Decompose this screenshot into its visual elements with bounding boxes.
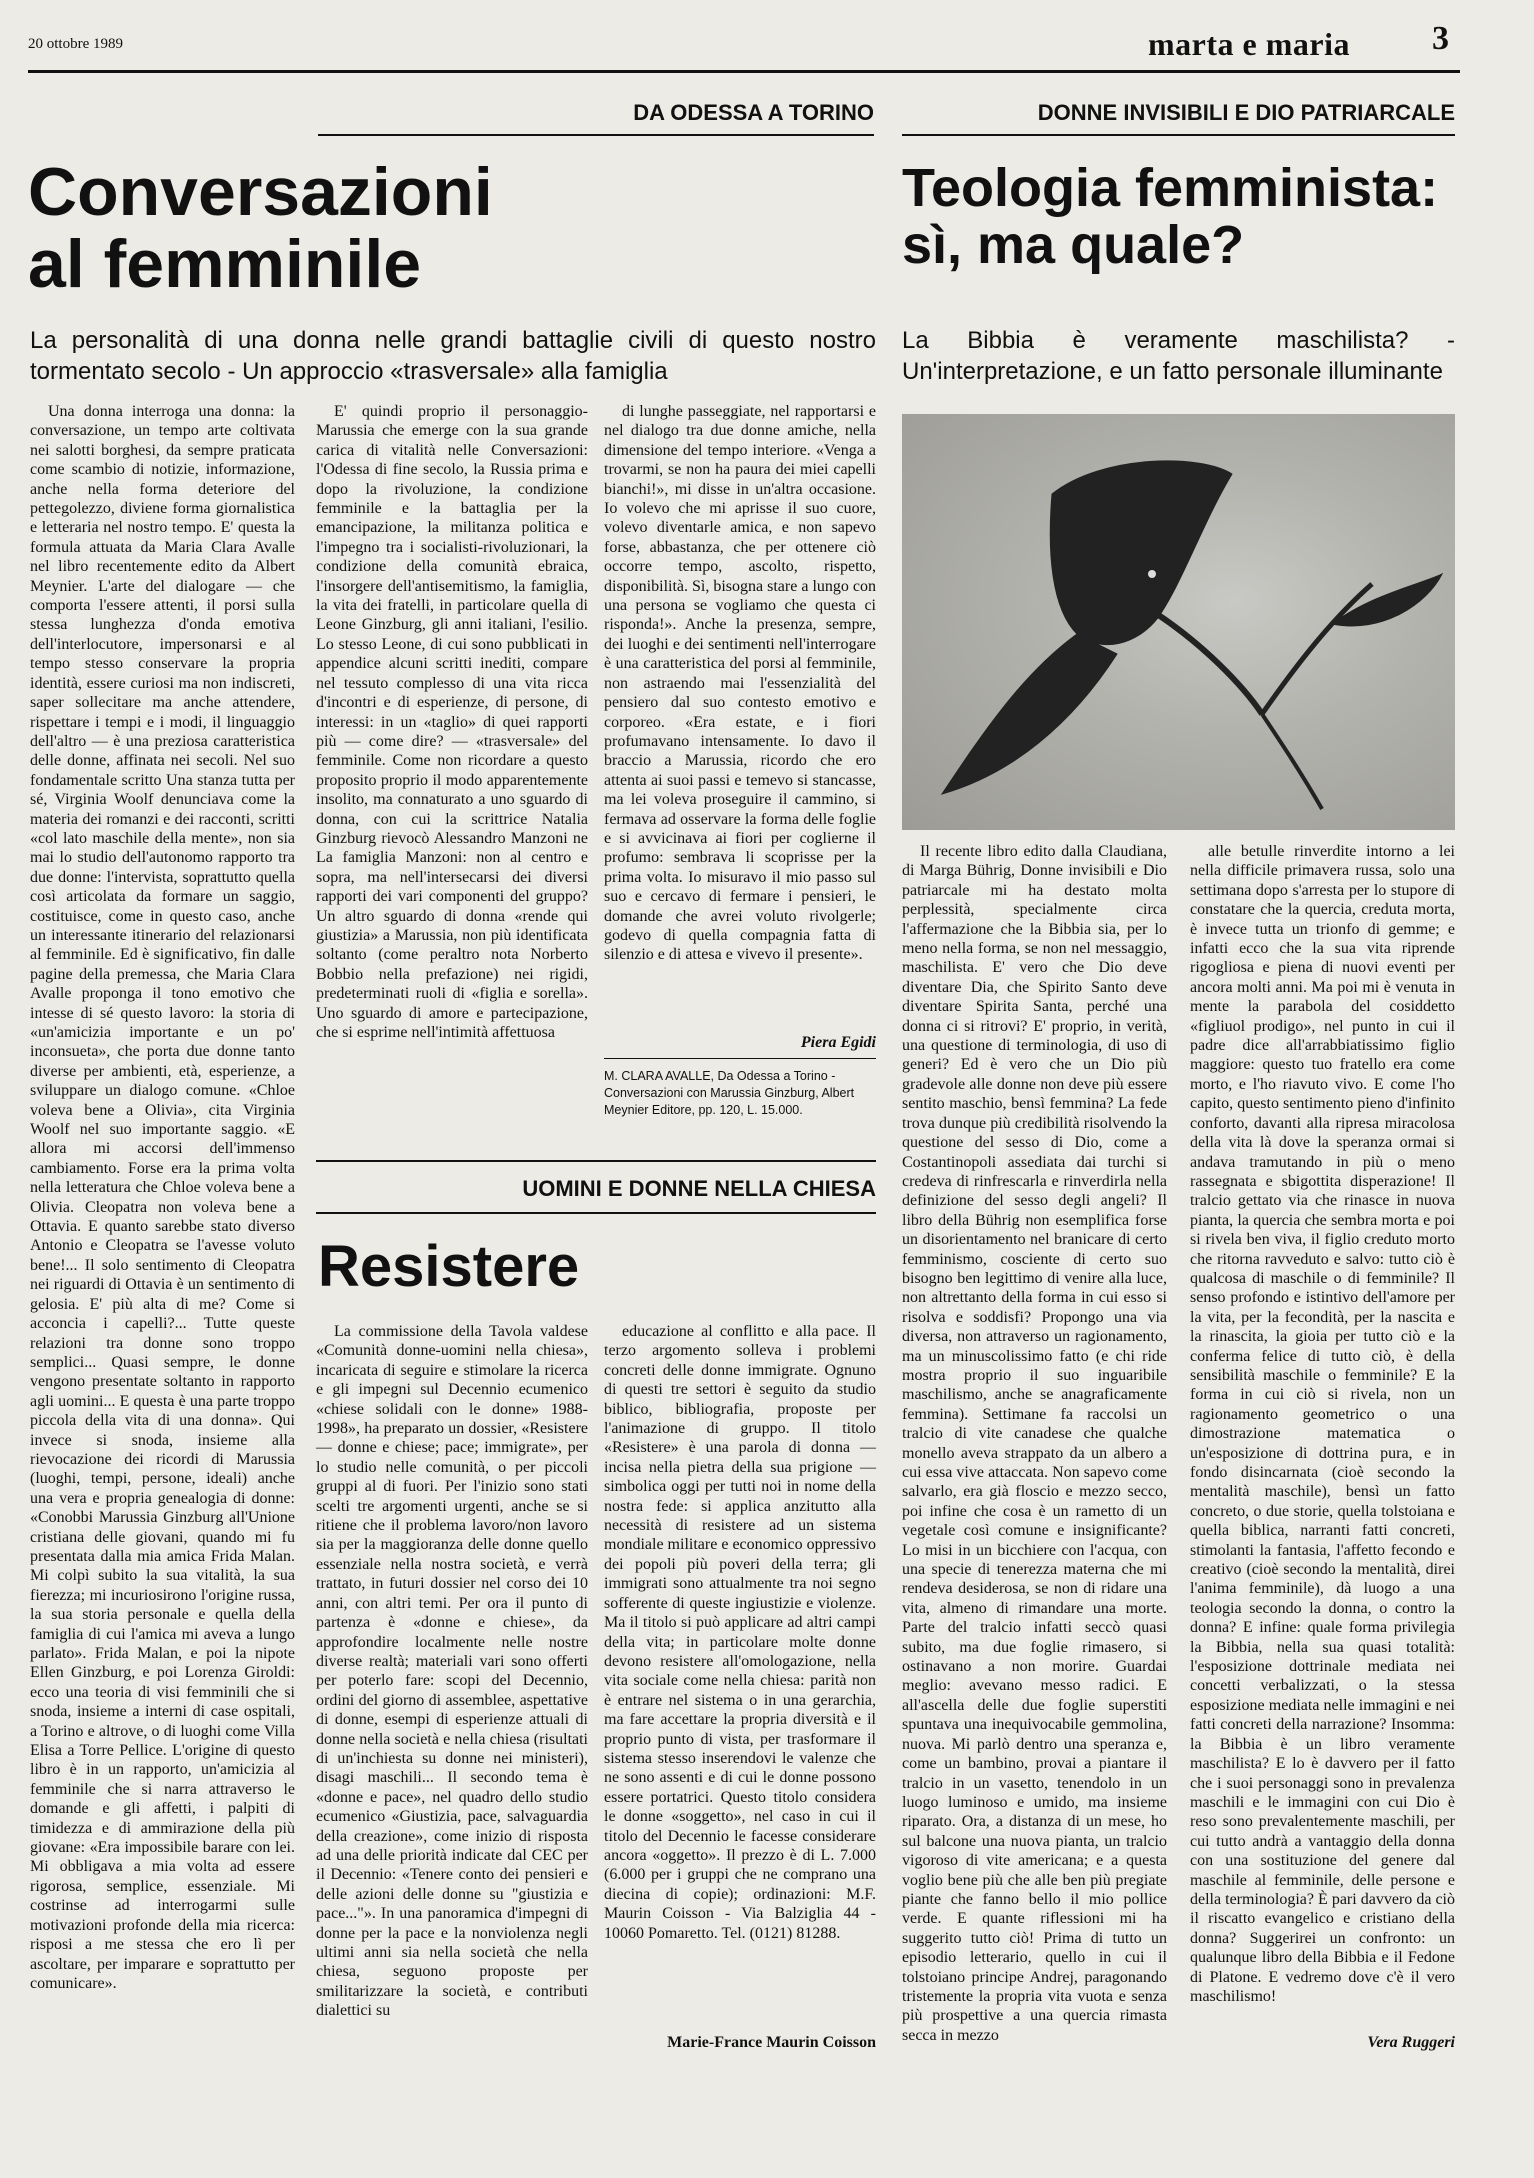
middle-column-1-text: La commissione della Tavola valdese «Comunità donne-uomini nella chiesa», incaricata di seguire e stimolare la ricerca e gli impegni sul Decennio ecumenico «chiese solidali con le donne» 1988-1998», ha preparato un dossier, «Resistere — donne e chiese; pace; immigrate», per lo studio nelle comunità, o per piccoli gruppi al di fuori. Per l'inizio sono stati scelti tre argomenti urgenti, anche se si ritiene che il problema lavoro/non lavoro sia per la maggioranza delle donne quello essenziale nella nostra società, e verrà trattato, in futuri dossier nel corso dei 10 anni, con altri temi. Per ora il punto di partenza è «donne e chiese», da approfondire localmente nelle nostre diverse realtà; materiali vari sono offerti per poterlo fare: scopi del Decennio, ordini del giorno di assemblee, aspettative di donne, esempi di esperienze attuali di donne nella società e nella chiesa (risultati di un'inchiesta su donne nei ministeri), disagi maschili... Il secondo tema è «donne e pace», nel quadro dello studio ecumenico «Giustizia, pace, salvaguardia della creazione», come inizio di risposta ad una delle priorità indicate dal CEC per il Decennio: «Tenere conto dei pensieri e delle azioni delle donne su "giustizia e pace..."». In una panoramica d'impegni di donne per la pace e la nonviolenza negli ultimi anni sia nella società che nella chiesa, seguono proposte per smilitarizzare la società, e contributi dialettici su (316, 1323, 588, 2020)
right-headline-line-2: sì, ma quale? (902, 215, 1245, 276)
left-column-1-text: Una donna interroga una donna: la conversazione, un tempo arte coltivata nei salotti borghesi, da sempre praticata come scambio di notizie, informazione, anche nella forma deteriore del pettegolezzo, diviene forma giornalistica e letteraria nel nostro tempo. E' questa la formula attuata da Maria Clara Avalle nel libro recentemente edito da Albert Meynier. L'arte del dialogare — che comporta l'essere attenti, il porsi sulla stessa lunghezza d'onda emotiva dell'interlocutore, impersonarsi e al tempo stesso conservare la propria identità, essere curiosi ma non indiscreti, saper sollecitare ma anche attendere, rispettare i tempi e i modi, il linguaggio dell'altro — è una preziosa caratteristica delle donne, affinata nei secoli. Nel suo fondamentale scritto Una stanza tutta per sé, Virginia Woolf denunciava come la materia dei romanzi e dei racconti, scritti «col lato maschile della mente», non sia mai lo studio dell'autonomo rapporto tra due donne: l'intervista, soprattutto quella così articolata da formare un saggio, costituisce, come in questo caso, anche un interessante itinerario del relazionarsi al femminile. Ed è significativo, fin dalle pagine della premessa, che Maria Clara Avalle proponga il tono emotivo che intesse di sé questo lavoro: la storia di «un'amicizia importante e un po' inconsueta», che porta due donne tanto diverse per ambienti, età, esperienze, a sviluppare un dialogo comune. «Chloe voleva bene a Olivia», cita Virginia Woolf nel suo importante saggio. «E allora mi accorsi dell'immenso cambiamento. Forse era la prima volta nella letteratura che Chloe voleva bene a Olivia. Cleopatra non voleva bene a Ottavia. E quanto sarebbe stato diverso Antonio e Cleopatra se l'avesse voluto bene!... Il solo sentimento di Cleopatra nei riguardi di Ottavia è un sentimento di gelosia. E' più alta di me? Come si acconcia i capelli?... Tutte queste relazioni tra donne sono troppo semplici... Quasi sempre, le donne vengono presentate soltanto in rapporto agli uomini... E questa è una parte troppo piccola della vita di una donna». Qui invece si snoda, insieme alla rievocazione dei ricordi di Marussia (luoghi, tempi, persone, ideali) anche una vera e propria genealogia di donne: «Conobbi Marussia Ginzburg all'Unione cristiana delle giovani, quando mi fu presentata dalla mia amica Frida Malan. Mi colpì subito la sua vitalità, la sua fierezza; mi incuriosirono l'origine russa, la sua storia personale e quella della famiglia di cui l'amica mi aveva a lungo parlato». Frida Malan, e poi la nipote Ellen Ginzburg, e poi Lorenza Giroldi: ecco una teoria di visi femminili che si snoda, insieme a interni di case ospitali, a Torino e altrove, o di luoghi come Villa Elisa a Torre Pellice. L'origine di questo libro è in un rapporto, un'amicizia al femminile che si narra attraverso le domande e gli affetti, i palpiti di timidezza e di ammirazione della più giovane: «Era impossibile barare con lei. Mi obbligava a mia volta ad essere rigorosa, semplice, essenziale. Mi costrinse ad interrogarmi sulle motivazioni profonde della mia ricerca: risposi a me stessa che ero lì per ascoltare, per imparare e soprattutto per comunicare». (30, 403, 295, 1992)
middle-kicker-rule (316, 1212, 876, 1214)
vine-photo (902, 414, 1455, 830)
middle-column-2 (604, 1322, 876, 2022)
left-signature: Piera Egidi (800, 1034, 876, 1051)
vine-illustration (902, 414, 1455, 830)
right-column-1 (902, 842, 1167, 2044)
right-kicker: DONNE INVISIBILI E DIO PATRIARCALE (902, 100, 1455, 136)
vine-leaf-shape (1050, 461, 1232, 645)
middle-signature: Marie-France Maurin Coisson (667, 2034, 876, 2051)
book-note: M. CLARA AVALLE, Da Odessa a Torino - Conversazioni con Marussia Ginzburg, Albert Meynier Editore, pp. 120, L. 15.000. (604, 1069, 855, 1117)
left-column-1 (30, 402, 295, 2002)
left-headline-line-1: Conversazioni (28, 154, 493, 230)
right-deck: La Bibbia è veramente maschilista? - Un'interpretazione, e un fatto personale illuminante (902, 327, 1455, 385)
right-headline (902, 160, 1458, 274)
left-kicker: DA ODESSA A TORINO (318, 100, 874, 136)
issue-date: 20 ottobre 1989 (28, 36, 123, 52)
left-column-3 (604, 402, 876, 1042)
vine-side-leaf (1332, 574, 1442, 626)
middle-column-2-text: educazione al conflitto e alla pace. Il terzo argomento solleva i problemi concreti delle donne immigrate. Ognuno di questi tre settori è seguito da studio biblico, bibliografia, proposte per l'animazione di gruppo. Il titolo «Resistere» è una parola di donna — incisa nella pietra della sua prigione — simbolica oggi per tutti noi in nome della nostra fede: si applica anzitutto alla necessità di resistere ad un sistema mondiale militare e economico oppressivo dei popoli più poveri della terra; gli immigrati sono attualmente tra noi segno sofferente di queste ingiustizie e violenze. Ma il titolo si può applicare ad altri campi della vita; in particolare molte donne devono resistere all'omologazione, nella vita sociale come nella chiesa: parità non è entrare nel sistema o in una gerarchia, ma fare accettare la propria diversità e il proprio punto di vista, per trasformare il sistema stesso inserendovi le valenze che ne sono assenti e di cui le donne possono essere portatrici. Questo titolo considera le donne «soggetto», nel caso in cui il titolo del Decennio le facesse considerare ancora «oggetto». Il prezzo è di L. 7.000 (6.000 per i gruppi che ne comprano una diecina di copie); ordinazioni: M.F. Maurin Coisson - Via Balziglia 44 - 10060 Pomaretto. Tel. (0121) 81288. (604, 1323, 876, 1942)
right-column-2 (1190, 842, 1455, 2018)
middle-headline: Resistere (318, 1234, 580, 1299)
left-deck: La personalità di una donna nelle grandi battaglie civili di questo nostro tormentato secolo - Un approccio «trasversale» alla famiglia (30, 327, 876, 385)
vine-lower-stem (1262, 714, 1322, 809)
left-headline (28, 154, 878, 303)
page-number: 3 (1432, 20, 1449, 57)
masthead-title: marta e maria (1148, 26, 1350, 62)
left-column-2 (316, 402, 588, 1192)
left-column-3-text: di lunghe passeggiate, nel rapportarsi e nel dialogo tra due donne amiche, nella dimensione del tempo interiore. «Venga a trovarmi, se non ha paura dei miei capelli bianchi!», mi disse in un'altra occasione. Io volevo che mi aprisse il suo cuore, volevo diventarle amica, e non sapevo forse, abbastanza, che per ottenere ciò occorre tempo, ascolto, rispetto, disponibilità. Sì, bisogna stare a lungo con una persona se vogliamo che questa ci risponda!». Anche la presenza, sempre, dei luoghi e dei sentimenti nell'interrogare è una caratteristica del porsi al femminile, non astraendo mai l'essenzialità del pensiero dal suo contesto emotivo e corporeo. «Era estate, e i fiori profumavano intensamente. Io davo il braccio a Marussia, ricordo che ero attenta ai suoi passi e temevo si stancasse, ma lei voleva proseguire il cammino, si fermava ad osservare la forma delle foglie e si avvicinava ai fiori per coglierne il profumo: sembrava li scoprisse per la prima volta. Io misuravo il mio passo sul suo e cercavo di fermare i pensieri, le domande che avrei voluto rivolgerle; godevo di quella compagnia fatta di silenzio e di attesa e vivevo il presente». (604, 403, 876, 964)
right-column-1-text: Il recente libro edito dalla Claudiana, di Marga Bührig, Donne invisibili e Dio patriarcale mi ha destato molta perplessità, specialmente circa l'affermazione che la Bibbia sia, per lo meno nella forma, se non nel messaggio, maschilista. E' vero che Dio deve diventare Dia, che Spirito Santo deve diventare Spirita Santa, perché una donna ci si ritrovi? E' proprio, in verità, una questione di terminologia, di uso di generi? Ed è vero che un Dio più gradevole alle donne non deve più essere sentito maschio, bensì femmina? La fede trova dunque più credibilità risolvendo la questione del sesso di Dio, come a Costantinopoli assediata dai turchi si credeva di rinfrescarla e rinverdirla nella definizione del sesso degli angeli? Il libro della Bührig non esemplifica forse un disorientamento nel branicare di certo femminismo, cosciente di certo suo bisogno ben legittimo di venire alla luce, non altrettanto della forma in cui esso si risolva e soddisfi? Propongo una via diversa, non attraverso un ragionamento, ma un minuscolissimo fatto (e chi ride mostra proprio il suo inguaribile maschilismo, anche se anagraficamente femmina). Settimane fa raccolsi un tralcio di vite canadese che qualche monello aveva strappato da un albero a cui essa vive attaccata. Non sapevo come salvarlo, era già floscio e mezzo secco, poi infine che cosa è un rametto di un vegetale così comune e insignificante? Lo misi in un bicchiere con l'acqua, con una specie di tenerezza materna che mi rendeva desiderosa, se non di ridare una vita, almeno di rimandare una morte. Parte del tralcio infatti seccò quasi subito, ma due foglie rimasero, si ostinavano a non morire. Guardai meglio: avevano messo radici. E all'ascella delle due foglie superstiti spuntava una inequivocabile gemmolina, nuova. Mi parlò dentro una speranza e, come un bambino, provai a piantare il tralcio in un vasetto, tenendolo in un luogo luminoso e umido, ma insieme riparato. Ora, a distanza di un mese, ho sul balcone una nuova pianta, un tralcio vigoroso di vite americana; e a questa voglio bene più che alle ben più pregiate piante che fanno bello il mio pollice verde. E quante riflessioni mi ha suggerito tutto ciò! Prima di tutto un episodio letterario, quello in cui il tolstoiano principe Andrej, paragonando tristemente la propria vita vuota e senza più prospettive a una quercia rimasta secca in mezzo (902, 843, 1167, 2044)
right-headline-line-1: Teologia femminista: (902, 158, 1439, 218)
right-signature: Vera Ruggeri (1367, 2034, 1455, 2051)
vine-highlight (1148, 570, 1156, 578)
vine-lower-leaf (942, 634, 1117, 794)
middle-top-rule (316, 1160, 876, 1162)
left-column-2-text: E' quindi proprio il personaggio-Marussia che emerge con la sua grande carica di vitalità nelle Conversazioni: l'Odessa di fine secolo, la Russia prima e dopo la rivoluzione, la condizione femminile e la battaglia per la emancipazione, la militanza politica e l'impegno tra i socialisti-rivoluzionari, la condizione della comunità ebraica, l'insorgere dell'antisemitismo, la famiglia, la vita dei fratelli, in particolare quella di Leone Ginzburg, gli anni italiani, l'esilio. Lo stesso Leone, di cui sono pubblicati in appendice alcuni scritti inediti, compare nel tessuto complesso di una vita ricca d'incontri e di esperienze, di persone, di interessi: in un «taglio» di quei rapporti più — come dire? — «trasversale» del femminile. Come non ricordare a questo proposito proprio il modo apparentemente insolito, ma connaturato a uno sguardo di donna, con cui la scrittrice Natalia Ginzburg rievocò Alessandro Manzoni ne La famiglia Manzoni: non al centro e sopra, ma nell'intersecarsi dei diversi rapporti dei vari componenti del gruppo? Un altro sguardo di donna «rende qui giustizia» a Marussia, non più identificata soltanto (come peraltro nota Norberto Bobbio nella prefazione) nei rigidi, predeterminati ruoli di «figlia e sorella». Uno sguardo di amore e partecipazione, che si esprime nell'intimità affettuosa (316, 403, 588, 1041)
vine-branch (1262, 584, 1372, 714)
middle-kicker: UOMINI E DONNE NELLA CHIESA (522, 1176, 876, 1201)
masthead-rule (28, 70, 1460, 73)
middle-column-1 (316, 1322, 588, 2042)
right-column-2-text: alle betulle rinverdite intorno a lei nella difficile primavera russa, solo una settimana dopo s'arresta per lo stupore di constatare che la quercia, creduta morta, è invece tutta un trionfo di gemme; e infatti ecco che la sua vita riprende rigogliosa e piena di nuovi eventi per ancora molti anni. Ma poi mi è venuta in mente la parabola del cosiddetto «figliuol prodigo», nel punto in cui il padre dice all'arrabbiatissimo figlio maggiore: questo tuo fratello era come morto, e l'ho riavuto vivo. E come l'ho capito, questo sentimento pieno d'infinito conforto, davanti alla ripresa miracolosa della vita là dove la speranza ormai si andava tramutando in più o meno rassegnata e sbigottita disperazione! Il tralcio gettato via che rinasce in nuova pianta, la quercia che sembra morta e poi si rivela ben viva, il figlio creduto morto che ritorna ravveduto e salvo: tutto ciò è qualcosa di maschile o di femminile? Il senso profondo e istintivo dell'amore per la vita, per la fecondità, per la nascita e la rinascita, la gioia per tutto ciò e la conferma felice di tutto ciò, è della sensibilità maschile o femminile? E la forma in cui ciò si rivela, non un ragionamento geometrico o una dimostrazione matematica o un'esposizione di dottrina pura, e in fondo disincarnata (cioè secondo la mentalità maschile), bensì un fatto concreto, o due storie, quella tolstoiana e quella biblica, narranti fatti concreti, stimolanti la fantasia, l'affetto fecondo e creativo (cioè secondo la mentalità, direi l'anima femminile), dà luogo a una teologia secondo la donna, o contro la donna? E infine: quale forma privilegia la Bibbia, nella sua quasi totalità: l'esposizione dottrinale mediata nei concetti verbalizzati, o la stessa esposizione mediata nelle immagini e nei fatti concreti della narrazione? Insomma: la Bibbia è un libro veramente maschilista? E lo è davvero per il fatto che i suoi personaggi sono in prevalenza maschili e le immagini con cui Dio è reso sono prevalentemente maschili, per cui tutto andrà a vantaggio della donna con una sostituzione del genere dal maschile al femminile, delle persone e della terminologia? È pari davvero da ciò il riscatto evangelico e cristiano della donna? Suggerirei un confronto: un qualunque libro della Bibbia e il Fedone di Platone. E vedremo dove c'è il vero maschilismo! (1190, 843, 1455, 2005)
book-note-rule (604, 1058, 876, 1059)
vine-stem (1157, 614, 1262, 714)
left-headline-line-2: al femminile (28, 226, 422, 303)
